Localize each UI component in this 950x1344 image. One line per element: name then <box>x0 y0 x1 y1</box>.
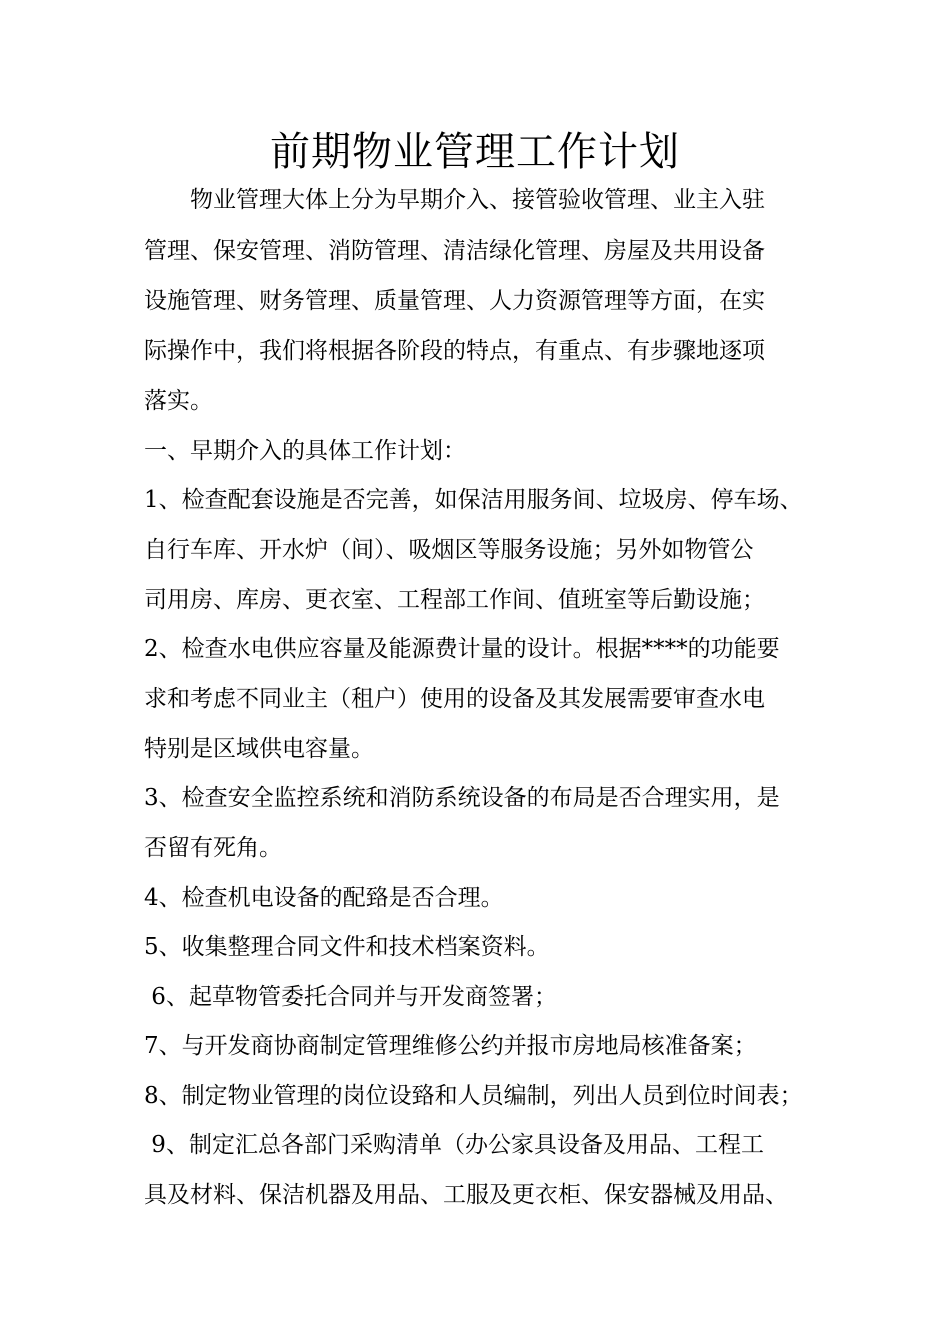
list-item-continued: 司用房、库房、更衣室、工程部工作间、值班室等后勤设施； <box>144 587 765 613</box>
body-line: 物业管理大体上分为早期介入、接管验收管理、业主入驻 <box>144 187 765 213</box>
list-item-continued: 自行车库、开水炉（间）、吸烟区等服务设施；另外如物管公 <box>144 537 754 563</box>
body-line: 管理、保安管理、消防管理、清洁绿化管理、房屋及共用设备 <box>144 238 765 264</box>
list-item: 9、制定汇总各部门采购清单（办公家具设备及用品、工程工 <box>144 1132 764 1158</box>
list-item-continued: 求和考虑不同业主（租户）使用的设备及其发展需要审查水电 <box>144 686 765 712</box>
body-line: 际操作中，我们将根据各阶段的特点，有重点、有步骤地逐项 <box>144 338 765 364</box>
list-item: 4、检查机电设备的配臵是否合理。 <box>144 885 504 911</box>
body-line: 设施管理、财务管理、质量管理、人力资源管理等方面，在实 <box>144 288 765 314</box>
document-title: 前期物业管理工作计划 <box>270 129 680 175</box>
list-item: 2、检查水电供应容量及能源费计量的设计。根据****的功能要 <box>144 636 780 662</box>
list-item-continued: 特别是区域供电容量。 <box>144 736 374 762</box>
list-item: 1、检查配套设施是否完善，如保洁用服务间、垃圾房、停车场、 <box>144 487 803 513</box>
list-item: 5、收集整理合同文件和技术档案资料。 <box>144 934 550 960</box>
list-item: 3、检查安全监控系统和消防系统设备的布局是否合理实用，是 <box>144 785 780 811</box>
section-heading: 一、早期介入的具体工作计划： <box>144 438 466 464</box>
body-line: 落实。 <box>144 388 213 414</box>
list-item: 6、起草物管委托合同并与开发商签署； <box>144 984 557 1010</box>
list-item: 7、与开发商协商制定管理维修公约并报市房地局核准备案； <box>144 1033 757 1059</box>
list-item-continued: 具及材料、保洁机器及用品、工服及更衣柜、保安器械及用品、 <box>144 1182 788 1208</box>
list-item-continued: 否留有死角。 <box>144 835 282 861</box>
list-item: 8、制定物业管理的岗位设臵和人员编制，列出人员到位时间表； <box>144 1083 803 1109</box>
